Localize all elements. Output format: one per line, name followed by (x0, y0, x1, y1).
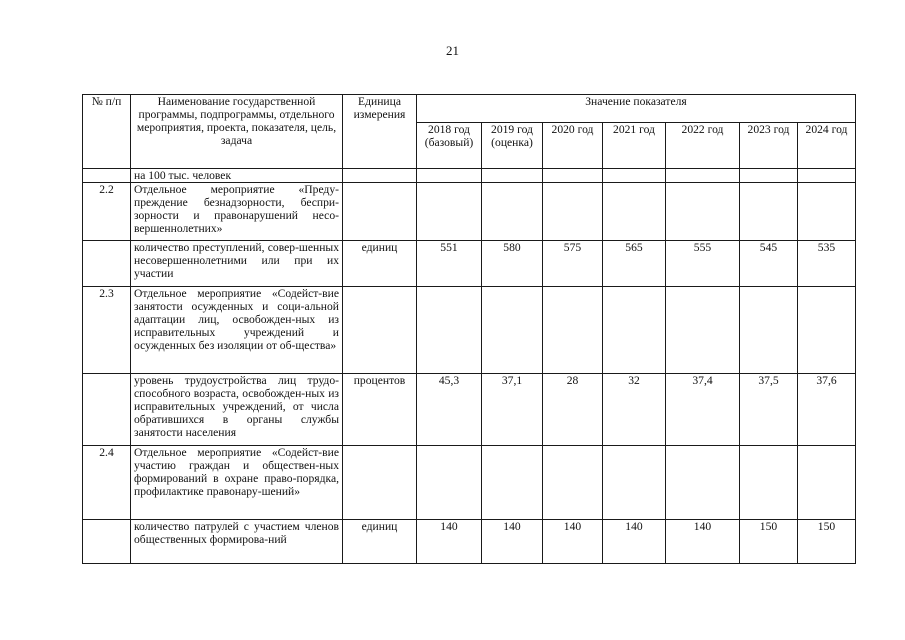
table-row (83, 241, 856, 287)
row-unit: единиц (343, 520, 417, 564)
table-row (83, 169, 856, 183)
value-cell: 580 (482, 241, 543, 287)
table-row (83, 520, 856, 564)
row-name: количество преступлений, совер-шенных несовершеннолетними или при их участии (131, 241, 343, 287)
header-unit: Единица измерения (343, 95, 417, 169)
value-cell (798, 446, 856, 520)
header-year: 2019 год (оценка) (482, 123, 543, 169)
value-cell: 37,6 (798, 374, 856, 446)
table-row (83, 374, 856, 446)
value-cell (666, 169, 740, 183)
row-num (83, 169, 131, 183)
row-unit (343, 183, 417, 241)
value-cell: 37,1 (482, 374, 543, 446)
row-num (83, 374, 131, 446)
row-unit: единиц (343, 241, 417, 287)
row-unit (343, 169, 417, 183)
value-cell: 565 (603, 241, 666, 287)
table-row (83, 183, 856, 241)
value-cell: 555 (666, 241, 740, 287)
value-cell (543, 183, 603, 241)
row-unit: процентов (343, 374, 417, 446)
header-values: Значение показателя (417, 95, 856, 123)
value-cell (482, 446, 543, 520)
value-cell (740, 183, 798, 241)
value-cell: 140 (543, 520, 603, 564)
value-cell: 37,5 (740, 374, 798, 446)
row-name: Отдельное мероприятие «Содейст-вие занятости осужденных и соци-альной адаптации лиц, освобожден-ных из исправительных учреждений и осужденных без изоляции от об-щества» (131, 287, 343, 374)
value-cell (798, 183, 856, 241)
value-cell (740, 287, 798, 374)
header-year: 2018 год (базовый) (417, 123, 482, 169)
row-num: 2.3 (83, 287, 131, 374)
value-cell (603, 287, 666, 374)
row-num (83, 241, 131, 287)
row-name: количество патрулей с участием членов общественных формирова-ний (131, 520, 343, 564)
value-cell (543, 287, 603, 374)
header-year: 2023 год (740, 123, 798, 169)
value-cell (740, 169, 798, 183)
row-unit (343, 287, 417, 374)
value-cell: 28 (543, 374, 603, 446)
row-num: 2.4 (83, 446, 131, 520)
value-cell (543, 169, 603, 183)
value-cell (798, 169, 856, 183)
header-name: Наименование государственной программы, подпрограммы, отдельного мероприятия, проекта, показателя, цель, задача (131, 95, 343, 169)
table-row (83, 287, 856, 374)
value-cell (417, 169, 482, 183)
header-year: 2022 год (666, 123, 740, 169)
row-num: 2.2 (83, 183, 131, 241)
value-cell: 150 (798, 520, 856, 564)
value-cell (543, 446, 603, 520)
value-cell (482, 169, 543, 183)
value-cell (417, 183, 482, 241)
header-year: 2021 год (603, 123, 666, 169)
value-cell: 551 (417, 241, 482, 287)
value-cell (603, 169, 666, 183)
value-cell (417, 287, 482, 374)
value-cell (798, 287, 856, 374)
row-name: на 100 тыс. человек (131, 169, 343, 183)
value-cell (740, 446, 798, 520)
value-cell (666, 287, 740, 374)
value-cell: 140 (666, 520, 740, 564)
value-cell (482, 287, 543, 374)
value-cell (603, 183, 666, 241)
header-year: 2020 год (543, 123, 603, 169)
row-num (83, 520, 131, 564)
value-cell: 32 (603, 374, 666, 446)
value-cell: 150 (740, 520, 798, 564)
value-cell (417, 446, 482, 520)
value-cell (666, 446, 740, 520)
row-name: Отдельное мероприятие «Преду-преждение безнадзорности, беспри-зорности и правонарушений несо-вершеннолетних» (131, 183, 343, 241)
value-cell: 575 (543, 241, 603, 287)
value-cell (666, 183, 740, 241)
value-cell (603, 446, 666, 520)
value-cell: 140 (603, 520, 666, 564)
row-name: Отдельное мероприятие «Содейст-вие участию граждан и обществен-ных формирований в охране право-порядка, профилактике правонару-шений» (131, 446, 343, 520)
value-cell: 140 (482, 520, 543, 564)
value-cell: 37,4 (666, 374, 740, 446)
value-cell: 45,3 (417, 374, 482, 446)
indicator-table (82, 94, 856, 564)
header-year: 2024 год (798, 123, 856, 169)
value-cell (482, 183, 543, 241)
row-name: уровень трудоустройства лиц трудо-способного возраста, освобожден-ных из исправительных учреждений, от числа обратившихся в органы службы занятости населения (131, 374, 343, 446)
row-unit (343, 446, 417, 520)
value-cell: 545 (740, 241, 798, 287)
table-row (83, 446, 856, 520)
header-num: № п/п (83, 95, 131, 169)
page-number: 21 (446, 43, 459, 58)
value-cell: 140 (417, 520, 482, 564)
value-cell: 535 (798, 241, 856, 287)
